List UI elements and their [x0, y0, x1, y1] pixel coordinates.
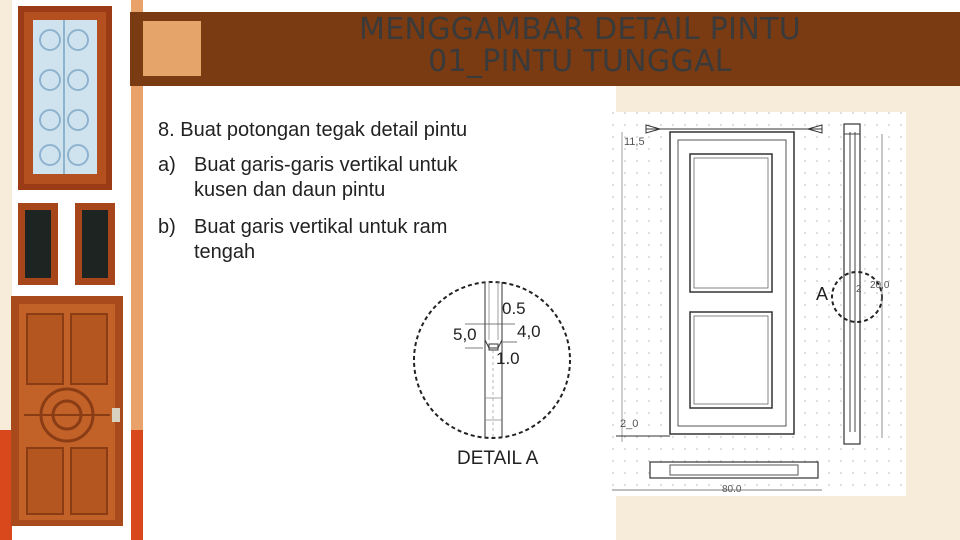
section-mark-a: A	[816, 284, 829, 304]
detail-dim-right: 4,0	[517, 322, 541, 341]
detail-dim-left: 5,0	[453, 325, 477, 344]
detail-a-label: DETAIL A	[457, 448, 539, 469]
door-photos-image	[0, 0, 143, 540]
section-dim: 20,0	[870, 280, 890, 291]
door-elevation-drawing	[612, 112, 906, 496]
list-item-a-line2: kusen dan daun pintu	[194, 179, 386, 201]
page-title	[300, 14, 860, 78]
elevation-dim-bottom: 80.0	[722, 484, 742, 495]
elevation-dim-bottom-left: 2_0	[620, 418, 639, 430]
list-item-a-marker: a)	[158, 154, 176, 176]
title-line-1: MENGGAMBAR DETAIL PINTU	[359, 12, 801, 47]
title-line-2: 01_PINTU TUNGGAL	[428, 44, 732, 79]
list-item-b-line2: tengah	[194, 241, 256, 263]
door-photos-strip	[0, 0, 143, 540]
step-text: 8. Buat potongan tegak detail pintu	[158, 119, 468, 141]
detail-dim-top: 0.5	[502, 299, 526, 318]
list-item-a-line1: Buat garis-garis vertikal untuk	[194, 154, 458, 176]
header-accent-square	[143, 21, 201, 76]
door-elevation-svg	[612, 112, 906, 496]
list-item-b-line1: Buat garis vertikal untuk ram	[194, 216, 448, 238]
section-dim-small: 2	[856, 284, 862, 295]
detail-dim-mid: 1.0	[496, 349, 520, 368]
list-item-b-marker: b)	[158, 216, 176, 238]
elevation-dim-top-left: 11,5	[624, 136, 645, 148]
detail-a-drawing	[405, 280, 580, 450]
